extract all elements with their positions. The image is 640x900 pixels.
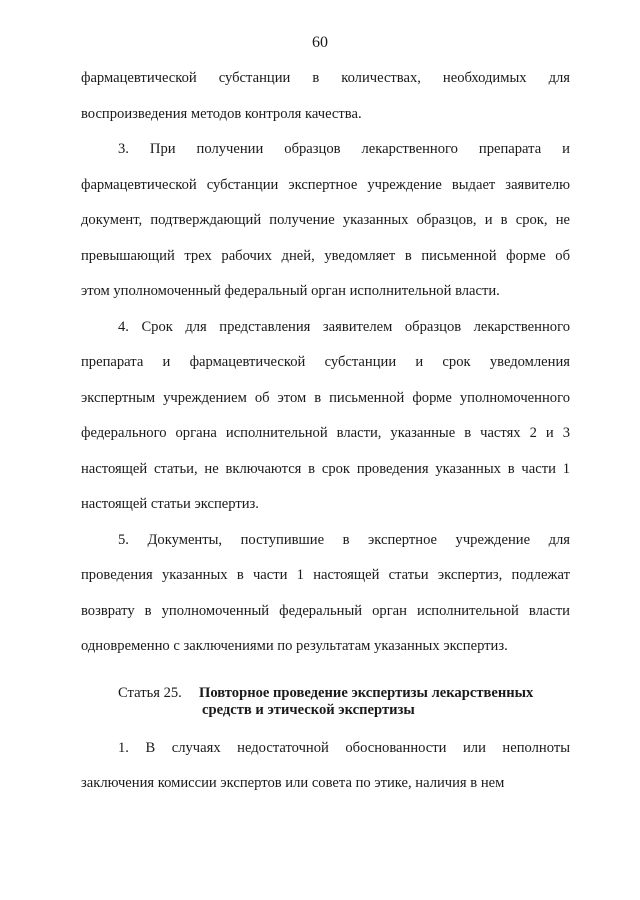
text-line: документ, подтверждающий получение указанных образцов, и в срок, не bbox=[81, 212, 570, 228]
text-line: 5. Документы, поступившие в экспертное учреждение для bbox=[118, 531, 570, 548]
document-body bbox=[81, 61, 570, 802]
text-line: заключения комиссии экспертов или совета по этике, наличия в нем bbox=[81, 775, 505, 791]
text-line: настоящей статьи, не включаются в срок проведения указанных в части 1 bbox=[81, 460, 570, 477]
text-line: этом уполномоченный федеральный орган исполнительной власти. bbox=[81, 283, 500, 299]
text-line: настоящей статьи экспертиз. bbox=[81, 496, 259, 512]
paragraph bbox=[81, 61, 570, 132]
text-line: федерального органа исполнительной власти, указанные в частях 2 и 3 bbox=[81, 425, 570, 441]
paragraphs-after-article bbox=[81, 731, 570, 802]
text-line: экспертным учреждением об этом в письменной форме уполномоченного bbox=[81, 389, 570, 406]
article-title-line: средств и этической экспертизы bbox=[202, 701, 415, 718]
text-line: фармацевтической субстанции экспертное учреждение выдает заявителю bbox=[81, 176, 570, 193]
text-line: 4. Срок для представления заявителем образцов лекарственного bbox=[118, 318, 570, 335]
text-line: 3. При получении образцов лекарственного препарата и bbox=[118, 141, 570, 157]
text-line: 1. В случаях недостаточной обоснованности или неполноты bbox=[118, 739, 570, 756]
article-label: Статья 25. bbox=[118, 684, 182, 701]
article-title-line: Повторное проведение экспертизы лекарственных bbox=[199, 684, 534, 701]
paragraph bbox=[81, 310, 570, 523]
paragraph bbox=[81, 731, 570, 802]
text-line: фармацевтической субстанции в количествах, необходимых для bbox=[81, 70, 570, 86]
text-line: проведения указанных в части 1 настоящей статьи экспертиз, подлежат bbox=[81, 567, 570, 583]
text-line: препарата и фармацевтической субстанции и срок уведомления bbox=[81, 354, 570, 370]
article-heading bbox=[81, 685, 570, 719]
text-line: одновременно с заключениями по результатам указанных экспертиз. bbox=[81, 638, 508, 654]
paragraph bbox=[81, 523, 570, 665]
article-title bbox=[199, 685, 570, 719]
paragraph bbox=[81, 132, 570, 310]
text-line: воспроизведения методов контроля качества. bbox=[81, 105, 362, 122]
text-line: возврату в уполномоченный федеральный орган исполнительной власти bbox=[81, 602, 570, 619]
page-number: 60 bbox=[312, 34, 328, 51]
text-line: превышающий трех рабочих дней, уведомляет в письменной форме об bbox=[81, 247, 570, 264]
paragraphs-before-article bbox=[81, 61, 570, 665]
